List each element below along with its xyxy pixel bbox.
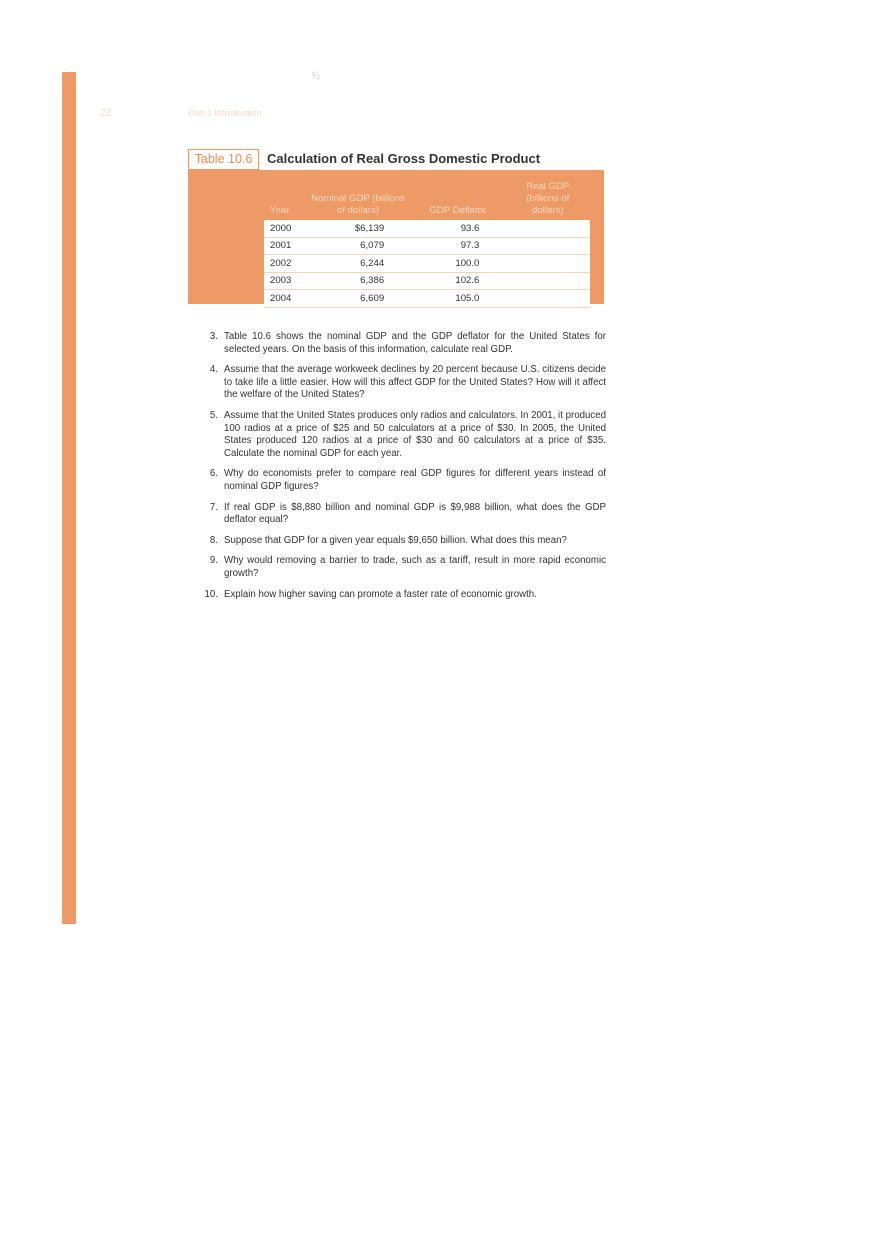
table-row xyxy=(264,255,590,273)
table-row xyxy=(264,272,590,290)
question-text: If real GDP is $8,880 billion and nominal GDP is $9,988 billion, what does the GDP deflator equal? xyxy=(224,501,606,526)
col-header-real-gdp: Real GDP (billions of dollars) xyxy=(526,181,570,216)
table-row xyxy=(264,237,590,255)
col-header-gdp-deflator: GDP Deflator xyxy=(429,205,487,216)
question-number: 8. xyxy=(209,534,218,546)
page-edge-bar xyxy=(62,72,76,924)
cell-nominal-gdp: $6,139 xyxy=(306,220,410,237)
question-item xyxy=(194,555,606,580)
question-number: 9. xyxy=(209,555,218,567)
cell-real-gdp xyxy=(505,255,590,273)
question-item xyxy=(194,410,606,460)
cell-year: 2001 xyxy=(264,237,306,255)
cell-year: 2004 xyxy=(264,290,306,308)
cell-year: 2003 xyxy=(264,272,306,290)
cell-gdp-deflator: 97.3 xyxy=(410,237,505,255)
table-row xyxy=(264,290,590,308)
scan-mark: ¹⁄₂ xyxy=(312,70,320,80)
question-text: Suppose that GDP for a given year equals $9,650 billion. What does this mean? xyxy=(224,534,567,546)
cell-gdp-deflator: 93.6 xyxy=(410,220,505,237)
cell-year: 2002 xyxy=(264,255,306,273)
table-header-row xyxy=(264,181,590,220)
question-item xyxy=(194,468,606,493)
question-text: Assume that the average workweek declines by 20 percent because U.S. citizens decide to take life a little easier. How will this affect GDP for the United States? How will it affect the welfare of the United States? xyxy=(224,364,606,401)
col-header-year: Year xyxy=(270,205,290,216)
question-number: 3. xyxy=(209,331,218,342)
cell-nominal-gdp: 6,386 xyxy=(306,272,410,290)
running-head: Part 1 Introduction xyxy=(188,108,262,118)
cell-gdp-deflator: 105.0 xyxy=(410,290,505,308)
question-number: 6. xyxy=(209,468,218,480)
question-text: Why would removing a barrier to trade, such as a tariff, result in more rapid economic growth? xyxy=(224,555,606,579)
cell-gdp-deflator: 100.0 xyxy=(410,255,505,273)
cell-year: 2000 xyxy=(264,220,306,237)
page-number: 22 xyxy=(100,108,112,119)
col-header-nominal-gdp: Nominal GDP (billions of dollars) xyxy=(311,193,405,216)
question-number: 5. xyxy=(209,409,218,421)
question-item xyxy=(194,364,606,402)
table-row xyxy=(264,220,590,237)
cell-real-gdp xyxy=(505,220,590,237)
cell-nominal-gdp: 6,079 xyxy=(306,237,410,255)
question-item xyxy=(194,331,606,356)
question-item xyxy=(194,502,606,527)
table-title: Calculation of Real Gross Domestic Product xyxy=(267,151,541,166)
cell-real-gdp xyxy=(505,272,590,290)
cell-real-gdp xyxy=(505,290,590,308)
cell-real-gdp xyxy=(505,237,590,255)
question-item xyxy=(194,589,606,602)
question-text: Table 10.6 shows the nominal GDP and the GDP deflator for the United States for selected years. On the basis of this information, calculate real GDP. xyxy=(224,331,606,355)
question-list xyxy=(194,331,606,609)
question-text: Explain how higher saving can promote a faster rate of economic growth. xyxy=(224,588,537,600)
question-text: Assume that the United States produces only radios and calculators. In 2001, it produced 100 radios at a price of $25 and 50 calculators at a price of $30. In 2005, the United States produced 120 radios at a price of $30 and 60 calculators at a price of $35. Calculate the nominal GDP for each year. xyxy=(224,409,606,459)
question-number: 4. xyxy=(209,364,218,376)
gdp-table xyxy=(264,181,590,308)
question-number: 10. xyxy=(204,588,218,600)
cell-gdp-deflator: 102.6 xyxy=(410,272,505,290)
question-text: Why do economists prefer to compare real GDP figures for different years instead of nominal GDP figures? xyxy=(224,468,606,492)
question-item xyxy=(194,535,606,548)
table-label: Table 10.6 xyxy=(188,149,259,170)
cell-nominal-gdp: 6,609 xyxy=(306,290,410,308)
cell-nominal-gdp: 6,244 xyxy=(306,255,410,273)
question-number: 7. xyxy=(209,501,218,513)
